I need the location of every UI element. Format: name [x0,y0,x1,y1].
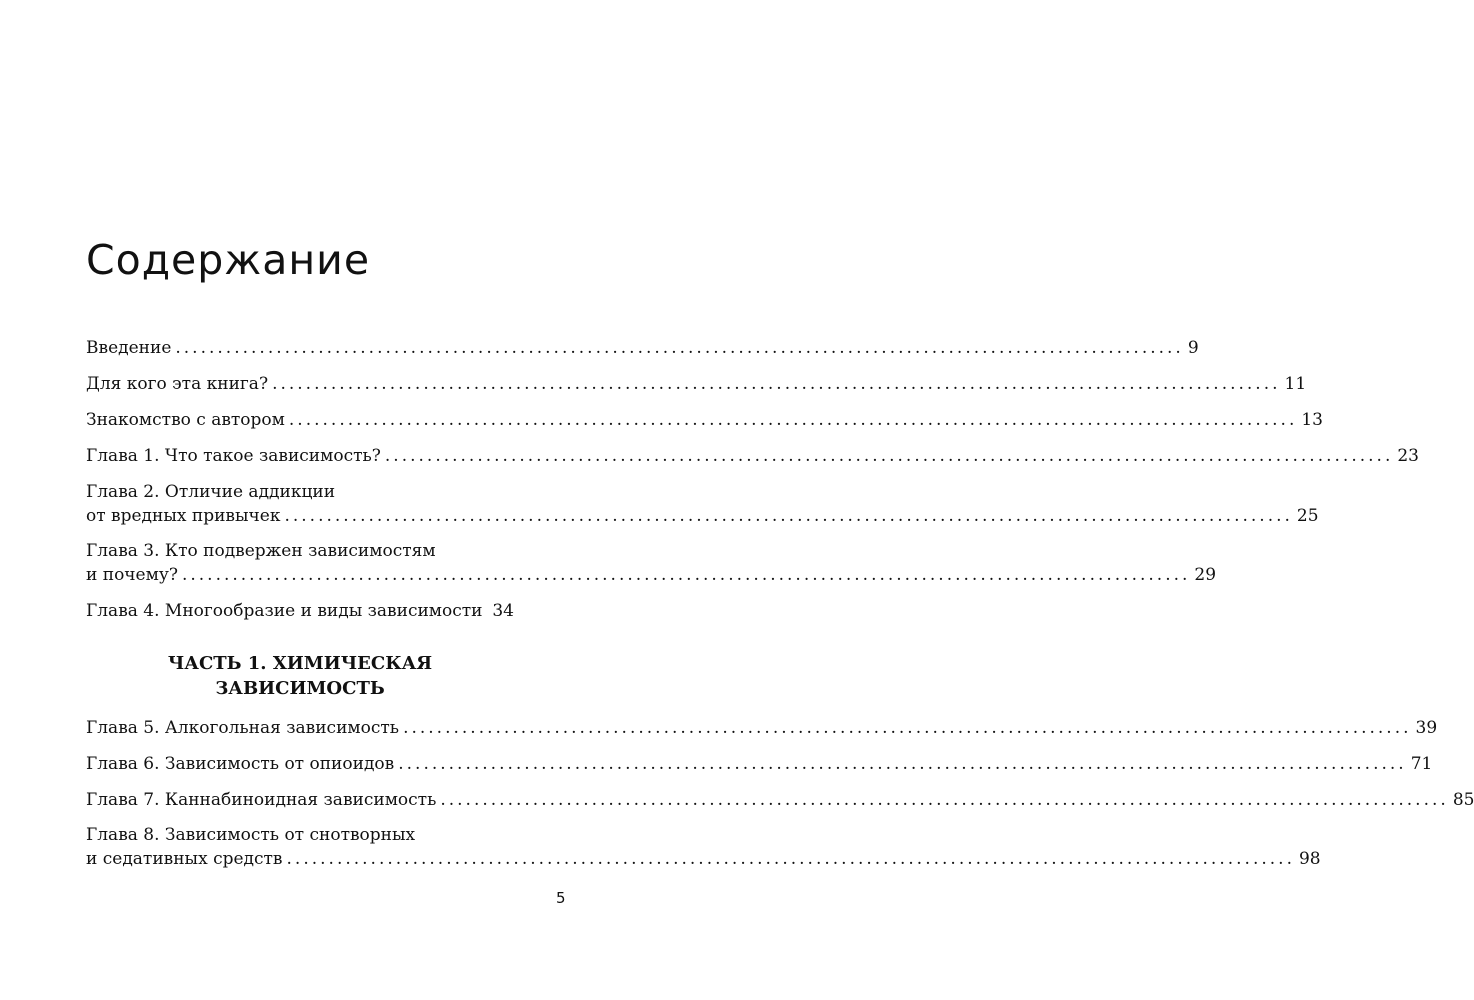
part-heading-line-2: ЗАВИСИМОСТЬ [215,678,385,699]
page-number: 5 [556,889,566,907]
toc-entry-title: и седативных средств [86,849,283,869]
toc-entry-title: Для кого эта книга? [86,374,269,394]
toc-leader-dots: ........................................................................................................................ [175,338,1184,358]
toc-entry-page: 23 [1397,446,1419,466]
toc-entry [86,716,1438,740]
toc-entry [86,480,1319,528]
toc-leader-dots: ........................................................................................................................ [181,565,1191,585]
toc-entry [86,599,514,623]
toc-entry [86,444,1419,468]
toc-entry [86,336,1199,360]
toc-leader-dots: ........................................................................................................................ [403,718,1412,738]
toc-entry [86,539,1217,587]
toc-entry-row [86,444,1419,468]
toc-entry-title: Глава 7. Каннабиноидная зависимость [86,790,437,810]
toc-entry-page: 9 [1187,338,1199,358]
toc-entry-row [86,752,1433,776]
toc-entry-row [86,563,1217,587]
toc-entry-title: Глава 5. Алкогольная зависимость [86,718,400,738]
toc-leader-dots: ........................................................................................................................ [272,374,1281,394]
toc-entry-title: Глава 1. Что такое зависимость? [86,446,381,466]
toc-entry-title: Введение [86,338,172,358]
toc-entry-row [86,408,1323,432]
toc-entry-row [86,372,1307,396]
toc-entry-page: 34 [492,601,514,621]
toc-leader-dots: ........................................................................................................................ [398,754,1407,774]
toc-entry-row [86,788,1474,812]
toc-entry-row [86,716,1438,740]
part-heading [86,651,514,701]
toc-entry [86,788,1474,812]
toc-entry-page: 25 [1296,506,1319,526]
toc-entry-row [86,504,1319,528]
toc-entry-page: 29 [1194,565,1217,585]
toc-entry-row [86,336,1199,360]
toc-leader-dots: ........................................................................................................................ [384,446,1394,466]
toc-leader-dots: ........................................................................................................................ [288,410,1298,430]
toc-entry-page: 71 [1410,754,1433,774]
toc-leader-dots: ........................................................................................................................ [286,849,1295,869]
toc-entry-title-line: Глава 3. Кто подвержен зависимостям [86,541,436,561]
toc-entry-page: 39 [1415,718,1438,738]
part-heading-line-1: ЧАСТЬ 1. ХИМИЧЕСКАЯ [167,653,433,674]
toc-entry-title: Знакомство с автором [86,410,285,430]
toc-leader-dots: ........................................................................................................................ [284,506,1293,526]
toc-entry-page: 11 [1284,374,1307,394]
toc-entry [86,372,1307,396]
toc-entry-row [86,847,1321,871]
toc-leader-dots: ........................................................................................................................ [440,790,1449,810]
toc-entry [86,752,1433,776]
toc-entry-title: и почему? [86,565,178,585]
toc-entry-title-line: Глава 2. Отличие аддикции [86,482,336,502]
toc-entry-page: 13 [1301,410,1323,430]
toc-entry [86,823,1321,871]
toc-entry-page: 85 [1452,790,1474,810]
toc-entry [86,408,1323,432]
toc-entry-title: Глава 4. Многообразие и виды зависимости [86,601,483,621]
toc-entry-title-line: Глава 8. Зависимость от снотворных [86,825,416,845]
toc-entry-page: 98 [1298,849,1321,869]
toc-entry-title: Глава 6. Зависимость от опиоидов [86,754,395,774]
toc-entry-row [86,599,514,623]
toc-leader-dots [487,599,489,623]
page-title: Содержание [86,236,371,284]
toc-entry-title: от вредных привычек [86,506,281,526]
